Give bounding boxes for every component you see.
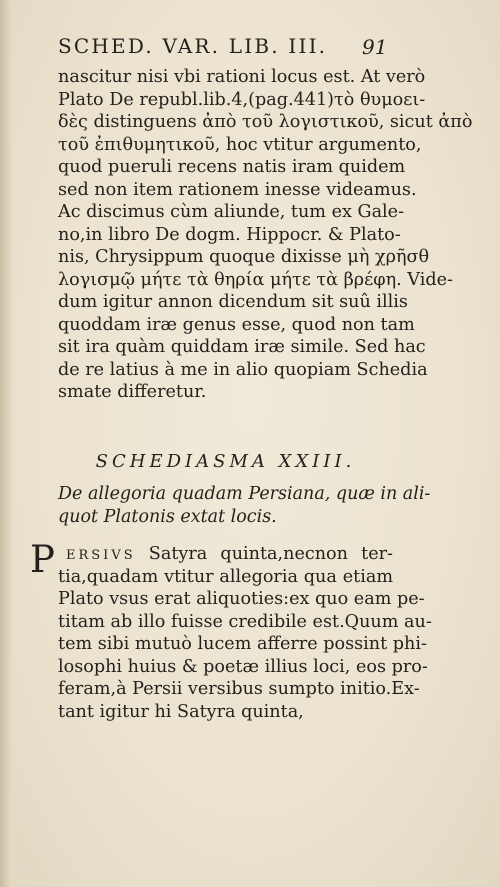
first-line-text: Satyra quinta,necnon ter- <box>135 544 393 564</box>
text-line: losophi huius & poetæ illius loci, eos pro- <box>58 656 428 677</box>
text-line: Plato De republ.lib.4,(pag.441)τὸ θυμοει- <box>58 89 426 110</box>
text-line: dum igitur annon dicendum sit suû illis <box>58 292 408 312</box>
subtitle-line: De allegoria quadam Persiana, quæ in ali- <box>58 484 431 504</box>
text-line: smate differetur. <box>58 382 207 402</box>
text-line: nis, Chrysippum quoque dixisse μὴ χρῆσθ <box>58 247 430 267</box>
text-line: τοῦ ἐπιθυμητικοῦ, hoc vtitur argumento, <box>58 134 422 155</box>
page-number: 91 <box>362 35 388 59</box>
text-line: feram,à Persii versibus sumpto initio.Ex- <box>58 679 420 699</box>
paragraph-2 <box>58 543 432 723</box>
text-line: de re latius à me in alio quopiam Schedia <box>58 359 428 380</box>
running-head: SCHED. VAR. LIB. III. <box>58 34 328 58</box>
text-line: no,in libro De dogm. Hippocr. & Plato- <box>58 224 401 245</box>
text-line: Plato vsus erat aliquoties:ex quo eam pe- <box>58 589 425 609</box>
text-line-first <box>58 543 393 566</box>
text-line: tant igitur hi Satyra quinta, <box>58 701 304 722</box>
text-line: λογισμῷ μήτε τὰ θηρία μήτε τὰ βρέφη. Vide- <box>58 269 453 290</box>
page-gutter-shadow <box>0 0 12 887</box>
text-line: sit ira quàm quiddam iræ simile. Sed hac <box>58 337 426 357</box>
text-line: nascitur nisi vbi rationi locus est. At verò <box>58 67 426 87</box>
text-line: titam ab illo fuisse credibile est.Quum au- <box>58 611 432 632</box>
text-line: Ac discimus cùm aliunde, tum ex Gale- <box>58 202 405 222</box>
paragraph-1 <box>58 66 473 404</box>
section-subtitle <box>58 483 431 528</box>
small-caps-word: ERSIVS <box>66 548 136 563</box>
text-line: sed non item rationem inesse videamus. <box>58 179 417 200</box>
text-line: quoddam iræ genus esse, quod non tam <box>58 314 415 335</box>
subtitle-line: quot Platonis extat locis. <box>58 506 277 527</box>
text-line: tem sibi mutuò lucem afferre possint phi- <box>58 634 427 654</box>
drop-cap: P <box>30 538 55 581</box>
section-heading: SCHEDIASMA XXIII. <box>95 451 356 472</box>
text-line: δὲς distinguens ἀπὸ τοῦ λογιστικοῦ, sicut ἀπὸ <box>58 112 473 132</box>
text-line: tia,quadam vtitur allegoria qua etiam <box>58 566 393 587</box>
text-line: quod pueruli recens natis iram quidem <box>58 157 406 177</box>
